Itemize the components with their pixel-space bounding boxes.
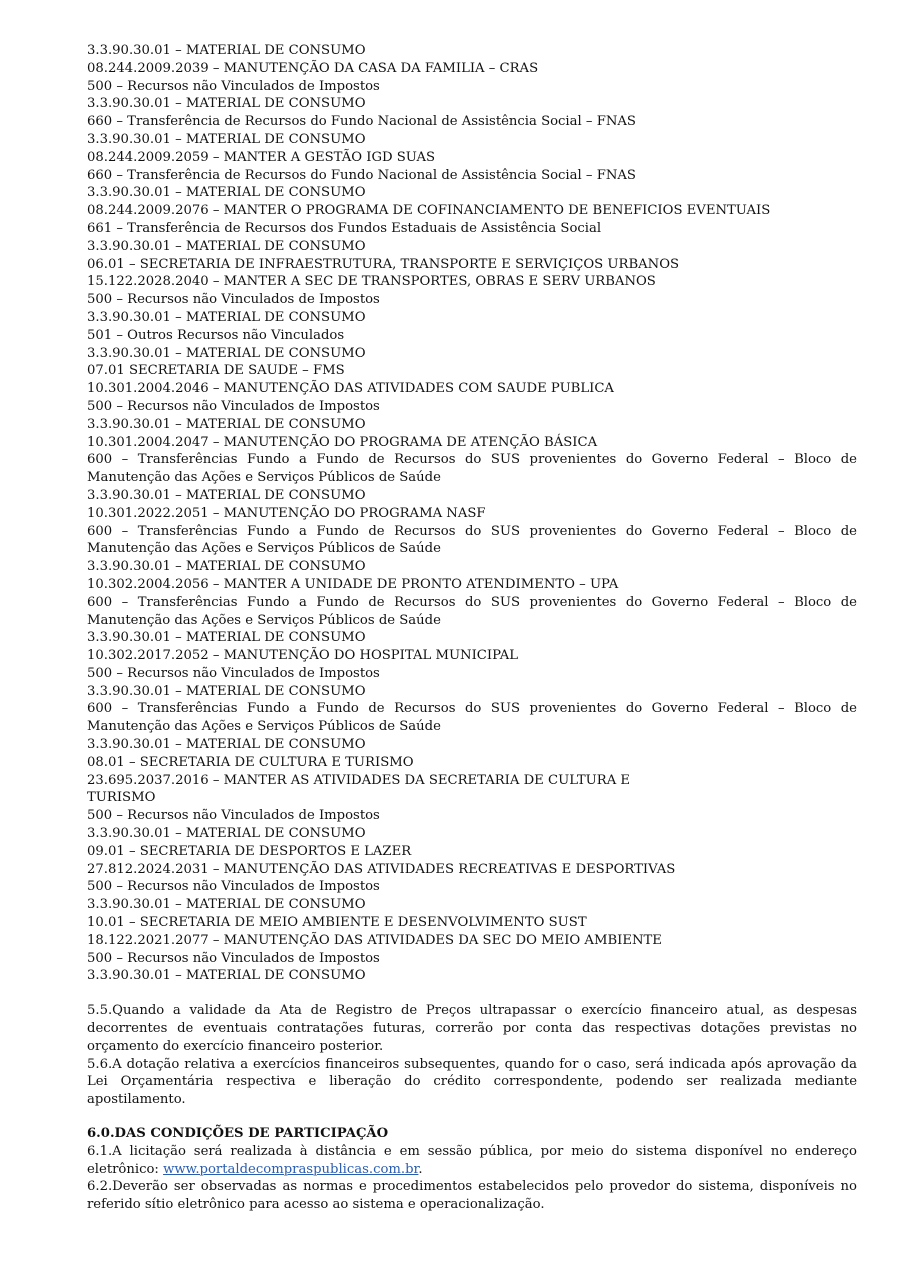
budget-line: 3.3.90.30.01 – MATERIAL DE CONSUMO — [87, 897, 366, 913]
paragraph-5-5: 5.5.Quando a validade da Ata de Registro de Preços ultrapassar o exercício financeiro atual, as despesas decorrentes de eventuais contratações futuras, correrão por conta das respectivas dotações previstas no orçamento do exercício financeiro posterior. — [87, 1003, 857, 1054]
budget-line: 27.812.2024.2031 – MANUTENÇÃO DAS ATIVIDADES RECREATIVAS E DESPORTIVAS — [87, 861, 676, 877]
paragraph-6-1-text: 6.1.A licitação será realizada à distância e em sessão pública, por meio do sistema disponível no endereço eletrônico: — [87, 1143, 857, 1177]
budget-line: 06.01 – SECRETARIA DE INFRAESTRUTURA, TRANSPORTE E SERVIÇIÇOS URBANOS — [87, 256, 680, 272]
budget-line: 3.3.90.30.01 – MATERIAL DE CONSUMO — [87, 309, 366, 325]
sus-funding-source: 600 – Transferências Fundo a Fundo de Recursos do SUS provenientes do Governo Federal – Bloco de Manutenção das Ações e Serviços Públicos de Saúde — [87, 452, 857, 486]
budget-line: 10.302.2004.2056 – MANTER A UNIDADE DE PRONTO ATENDIMENTO – UPA — [87, 576, 619, 592]
budget-line: 15.122.2028.2040 – MANTER A SEC DE TRANSPORTES, OBRAS E SERV URBANOS — [87, 274, 656, 290]
budget-line: 10.301.2004.2047 – MANUTENÇÃO DO PROGRAMA DE ATENÇÃO BÁSICA — [87, 434, 598, 450]
paragraph-5-6: 5.6.A dotação relativa a exercícios financeiros subsequentes, quando for o caso, será indicada após aprovação da Lei Orçamentária respectiva e liberação do crédito correspondente, podendo ser realizada mediante apostilamento. — [87, 1056, 857, 1108]
budget-line: 660 – Transferência de Recursos do Fundo Nacional de Assistência Social – FNAS — [87, 114, 636, 130]
document-page — [87, 42, 857, 1214]
budget-line: 09.01 – SECRETARIA DE DESPORTOS E LAZER — [87, 843, 412, 859]
budget-line: 3.3.90.30.01 – MATERIAL DE CONSUMO — [87, 559, 366, 575]
paragraph-6-2: 6.2.Deverão ser observadas as normas e procedimentos estabelecidos pelo provedor do sistema, disponíveis no referido sítio eletrônico para acesso ao sistema e operacionalização. — [87, 1179, 857, 1213]
budget-line: 3.3.90.30.01 – MATERIAL DE CONSUMO — [87, 968, 366, 984]
budget-line: 18.122.2021.2077 – MANUTENÇÃO DAS ATIVIDADES DA SEC DO MEIO AMBIENTE — [87, 932, 662, 948]
paragraph-6-1-end: . — [418, 1161, 423, 1177]
budget-line: 3.3.90.30.01 – MATERIAL DE CONSUMO — [87, 345, 366, 361]
budget-line: 08.01 – SECRETARIA DE CULTURA E TURISMO — [87, 754, 414, 770]
budget-line: 500 – Recursos não Vinculados de Impostos — [87, 665, 380, 681]
budget-line: 3.3.90.30.01 – MATERIAL DE CONSUMO — [87, 131, 366, 147]
budget-line: 3.3.90.30.01 – MATERIAL DE CONSUMO — [87, 737, 366, 753]
budget-line: 500 – Recursos não Vinculados de Impostos — [87, 879, 380, 895]
budget-line: 3.3.90.30.01 – MATERIAL DE CONSUMO — [87, 630, 366, 646]
budget-line: 3.3.90.30.01 – MATERIAL DE CONSUMO — [87, 416, 366, 432]
spacer — [87, 1109, 857, 1125]
budget-line: 501 – Outros Recursos não Vinculados — [87, 327, 345, 343]
paragraph-6-1 — [87, 1143, 857, 1179]
budget-line: 660 – Transferência de Recursos do Fundo Nacional de Assistência Social – FNAS — [87, 167, 636, 183]
budget-line: 500 – Recursos não Vinculados de Impostos — [87, 950, 380, 966]
budget-line: 10.01 – SECRETARIA DE MEIO AMBIENTE E DESENVOLVIMENTO SUST — [87, 915, 587, 931]
budget-line: 08.244.2009.2039 – MANUTENÇÃO DA CASA DA FAMILIA – CRAS — [87, 60, 539, 76]
sus-funding-source: 600 – Transferências Fundo a Fundo de Recursos do SUS provenientes do Governo Federal – Bloco de Manutenção das Ações e Serviços Públicos de Saúde — [87, 523, 857, 557]
sus-funding-source: 600 – Transferências Fundo a Fundo de Recursos do SUS provenientes do Governo Federal – Bloco de Manutenção das Ações e Serviços Públicos de Saúde — [87, 701, 857, 735]
budget-line: 3.3.90.30.01 – MATERIAL DE CONSUMO — [87, 238, 366, 254]
budget-line: 500 – Recursos não Vinculados de Impostos — [87, 292, 380, 308]
budget-line: 3.3.90.30.01 – MATERIAL DE CONSUMO — [87, 185, 366, 201]
spacer — [87, 985, 857, 1002]
budget-line: 08.244.2009.2076 – MANTER O PROGRAMA DE COFINANCIAMENTO DE BENEFICIOS EVENTUAIS — [87, 203, 771, 219]
budget-line: 3.3.90.30.01 – MATERIAL DE CONSUMO — [87, 43, 366, 58]
budget-line: TURISMO — [87, 790, 156, 806]
budget-line: 3.3.90.30.01 – MATERIAL DE CONSUMO — [87, 487, 366, 503]
budget-line: 23.695.2037.2016 – MANTER AS ATIVIDADES DA SECRETARIA DE CULTURA E — [87, 772, 631, 788]
budget-line: 3.3.90.30.01 – MATERIAL DE CONSUMO — [87, 683, 366, 699]
budget-line: 10.301.2004.2046 – MANUTENÇÃO DAS ATIVIDADES COM SAUDE PUBLICA — [87, 381, 614, 397]
budget-line: 661 – Transferência de Recursos dos Fundos Estaduais de Assistência Social — [87, 220, 602, 236]
budget-line: 3.3.90.30.01 – MATERIAL DE CONSUMO — [87, 826, 366, 842]
budget-line: 3.3.90.30.01 – MATERIAL DE CONSUMO — [87, 96, 366, 112]
section-6-heading: 6.0.DAS CONDIÇÕES DE PARTICIPAÇÃO — [87, 1126, 389, 1142]
budget-line: 500 – Recursos não Vinculados de Impostos — [87, 808, 380, 824]
budget-allocation-list — [87, 42, 857, 985]
budget-line: 08.244.2009.2059 – MANTER A GESTÃO IGD SUAS — [87, 149, 436, 165]
budget-line: 07.01 SECRETARIA DE SAUDE – FMS — [87, 363, 345, 379]
budget-line: 500 – Recursos não Vinculados de Impostos — [87, 78, 380, 94]
sus-funding-source: 600 – Transferências Fundo a Fundo de Recursos do SUS provenientes do Governo Federal – Bloco de Manutenção das Ações e Serviços Públicos de Saúde — [87, 594, 857, 628]
portal-link[interactable]: www.portaldecompraspublicas.com.br — [163, 1161, 419, 1177]
budget-line: 10.302.2017.2052 – MANUTENÇÃO DO HOSPITAL MUNICIPAL — [87, 648, 519, 664]
budget-line: 500 – Recursos não Vinculados de Impostos — [87, 398, 380, 414]
budget-line: 10.301.2022.2051 – MANUTENÇÃO DO PROGRAMA NASF — [87, 505, 486, 521]
